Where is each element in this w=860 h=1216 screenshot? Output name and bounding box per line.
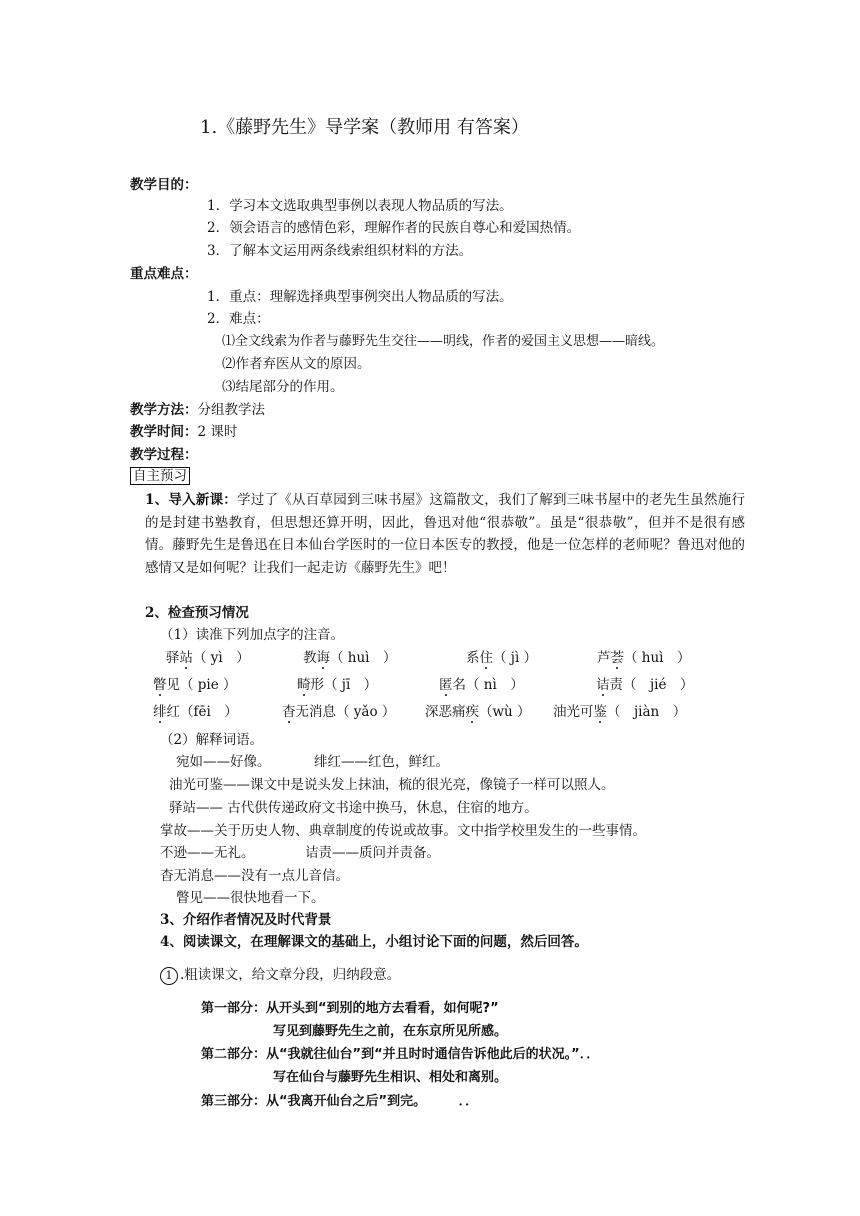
part-2-summary: 写在仙台与藤野先生相识、相处和离别。	[273, 1070, 508, 1085]
pinyin-item: 匿名（ nì ）	[439, 677, 524, 693]
word-definition: 瞥见——很快地看一下。	[176, 890, 325, 906]
time-line	[130, 423, 237, 441]
pinyin-item: 诘责（ jié ）	[596, 677, 694, 693]
method-value: 分组教学法	[197, 402, 265, 418]
part-1-summary: 写见到藤野先生之前，在东京所见所感。	[273, 1024, 508, 1039]
time-label: 教学时间：	[130, 424, 198, 440]
difficulty-item: ⑵作者弃医从文的原因。	[222, 356, 371, 372]
pinyin-item: 杳无消息（ yǎo ）	[282, 704, 396, 720]
word-definition: 不逊——无礼。	[160, 845, 255, 861]
pinyin-item: 油光可鉴（ jiàn ）	[553, 704, 687, 720]
pinyin-item: 芦荟（ huì ）	[597, 650, 691, 666]
intro-text: 学过了《从百草园到三味书屋》这篇散文，我们了解到三味书屋中的老先生虽然施行的是封建书塾教育，但思想还算开明，因此，鲁迅对他“很恭敬”。虽是“很恭敬”，但并不是很有感情。藤野先生是鲁迅在日本仙台学医时的一位日本医专的教授，他是一位怎样的老师呢？鲁迅对他的感情又是如何呢？让我们一起走访《藤野先生》吧！	[145, 492, 745, 576]
difficulty-heading: 重点难点：	[130, 266, 198, 282]
self-study-box	[130, 467, 190, 485]
part-3-line: 第三部分：从“我离开仙台之后”到完。 ．．	[201, 1094, 479, 1109]
pinyin-item: 教诲（ huì ）	[303, 650, 397, 666]
goal-item: 1．学习本文选取典型事例以表现人物品质的写法。	[207, 198, 513, 214]
goals-heading: 教学目的：	[130, 177, 198, 193]
pinyin-item: 瞥见（ pie ）	[153, 677, 237, 693]
difficulty-item: ⑴全文线索为作者与藤野先生交往——明线，作者的爱国主义思想——暗线。	[222, 334, 665, 349]
question-1	[160, 966, 400, 985]
word-definition: 绯红——红色，鲜红。	[314, 754, 449, 770]
pinyin-instruction: （1）读准下列加点字的注音。	[160, 627, 345, 643]
self-study-label: 自主预习	[130, 467, 190, 485]
difficulty-label: 2．难点：	[207, 311, 270, 327]
intro-label: 1、导入新课：	[145, 492, 238, 508]
section-3-heading: 3、介绍作者情况及时代背景	[160, 912, 332, 928]
page-title: 1.《藤野先生》导学案（教师用 有答案）	[200, 117, 529, 138]
pinyin-item: 绯红（fēi ）	[153, 704, 238, 720]
pinyin-item: 系住（ jì ）	[466, 650, 538, 666]
intro-paragraph	[145, 489, 745, 579]
section-4-heading: 4、阅读课文，在理解课文的基础上，小组讨论下面的问题，然后回答。	[160, 934, 588, 950]
time-value: 2 课时	[197, 424, 238, 440]
pinyin-item: 畸形（ jī ）	[297, 677, 378, 693]
pinyin-item: 深恶痛疾（wù ）	[425, 704, 531, 720]
pinyin-item: 驿站（ yì ）	[166, 650, 250, 666]
process-label: 教学过程：	[130, 447, 198, 463]
goal-item: 2．领会语言的感情色彩，理解作者的民族自尊心和爱国热情。	[207, 220, 581, 236]
goal-item: 3．了解本文运用两条线索组织材料的方法。	[207, 243, 473, 259]
method-label: 教学方法：	[130, 402, 198, 418]
question-1-text: .粗读课文，给文章分段，归纳段意。	[180, 967, 401, 983]
word-definition: 油光可鉴——课文中是说头发上抹油，梳的很光亮，像镜子一样可以照人。	[169, 777, 615, 793]
word-definition: 掌故——关于历史人物、典章制度的传说或故事。文中指学校里发生的一些事情。	[160, 823, 646, 839]
difficulty-item: ⑶结尾部分的作用。	[222, 379, 344, 395]
method-line	[130, 401, 265, 419]
section-2-heading: 2、检查预习情况	[145, 605, 249, 621]
word-definition: 杳无消息——没有一点儿音信。	[160, 868, 349, 884]
part-1-line: 第一部分：从开头到“到别的地方去看看，如何呢?”	[201, 1001, 499, 1016]
word-definition: 驿站—— 古代供传递政府文书途中换马，休息，住宿的地方。	[169, 800, 538, 816]
key-point: 1．重点：理解选择典型事例突出人物品质的写法。	[207, 289, 513, 305]
word-definition: 诘责——质问并责备。	[305, 845, 440, 861]
explain-instruction: （2）解释词语。	[160, 732, 264, 748]
part-2-line: 第二部分：从“我就往仙台”到“并且时时通信告诉他此后的状况。”．．	[201, 1047, 600, 1062]
circled-number: 1	[160, 967, 178, 985]
word-definition: 宛如——好像。	[176, 754, 271, 770]
